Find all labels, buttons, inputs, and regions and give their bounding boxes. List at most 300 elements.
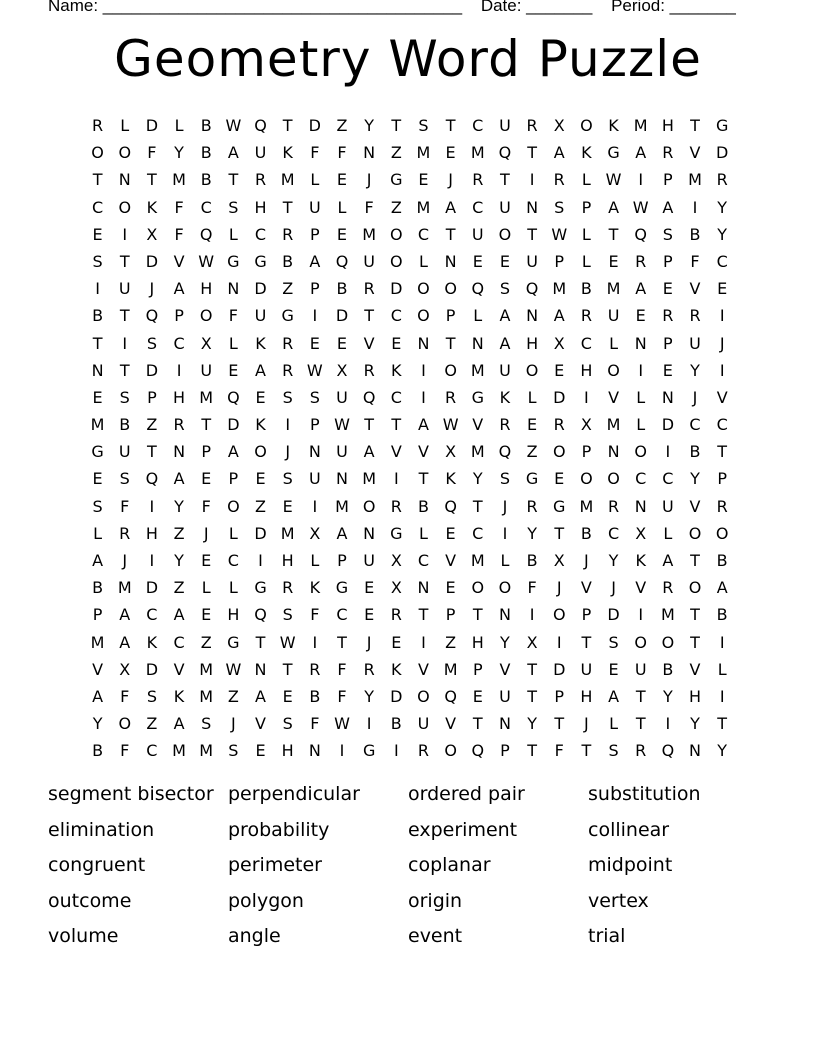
grid-letter[interactable]: N [498,714,511,734]
grid-letter[interactable]: A [336,523,348,543]
grid-letter[interactable]: G [715,116,729,135]
grid-letter[interactable]: Z [146,415,158,435]
grid-letter[interactable]: Q [227,387,240,407]
grid-letter[interactable]: T [472,714,483,734]
grid-letter[interactable]: U [607,306,620,326]
grid-letter[interactable]: N [526,197,539,217]
grid-letter[interactable]: Q [335,251,349,271]
grid-letter[interactable]: S [282,469,293,489]
grid-letter[interactable]: B [282,251,294,271]
grid-letter[interactable]: M [280,523,295,543]
grid-letter[interactable]: V [363,333,375,353]
grid-letter[interactable]: A [553,143,565,163]
grid-letter[interactable]: A [227,442,239,462]
grid-letter[interactable]: M [606,279,621,299]
grid-letter[interactable]: C [254,224,267,244]
grid-letter[interactable]: T [554,714,565,734]
grid-letter[interactable]: Y [174,551,184,570]
grid-letter[interactable]: E [228,360,239,380]
grid-letter[interactable]: P [663,333,673,353]
grid-letter[interactable]: E [282,686,293,706]
grid-letter[interactable]: A [417,415,429,435]
grid-letter[interactable]: S [201,714,212,734]
grid-letter[interactable]: Z [390,197,402,217]
grid-letter[interactable]: K [635,551,646,570]
grid-letter[interactable]: S [662,224,673,244]
grid-letter[interactable]: T [364,306,375,326]
grid-letter[interactable]: T [418,469,429,489]
grid-letter[interactable]: Y [364,116,375,135]
grid-letter[interactable]: G [607,143,620,163]
grid-letter[interactable]: U [118,442,131,462]
grid-letter[interactable]: O [661,632,675,652]
grid-letter[interactable]: K [608,116,619,135]
grid-letter[interactable]: P [717,469,727,489]
grid-letter[interactable]: I [719,632,725,652]
period-field[interactable]: Period: _______ [611,0,736,15]
grid-letter[interactable]: A [119,632,131,652]
grid-letter[interactable]: G [362,741,376,761]
grid-letter[interactable]: P [445,306,456,326]
grid-letter[interactable]: O [227,496,240,516]
grid-letter[interactable]: L [636,415,646,435]
grid-letter[interactable]: G [281,306,294,326]
grid-letter[interactable]: O [607,360,620,380]
grid-letter[interactable]: I [665,714,671,734]
grid-letter[interactable]: U [471,224,484,244]
grid-letter[interactable]: S [119,469,130,489]
grid-letter[interactable]: R [173,415,185,435]
grid-letter[interactable]: Y [690,469,700,489]
grid-letter[interactable]: J [692,387,698,407]
grid-letter[interactable]: R [580,306,592,326]
grid-letter[interactable]: H [200,279,213,299]
grid-letter[interactable]: K [581,143,592,163]
grid-letter[interactable]: X [336,360,348,380]
grid-letter[interactable]: N [363,143,376,163]
grid-letter[interactable]: I [258,551,263,570]
grid-letter[interactable]: W [225,659,242,679]
grid-letter[interactable]: T [391,415,402,435]
grid-letter[interactable]: D [145,659,159,679]
grid-letter[interactable]: M [335,496,349,516]
grid-letter[interactable]: D [661,415,675,435]
grid-letter[interactable]: K [391,360,402,380]
grid-letter[interactable]: O [444,360,457,380]
grid-letter[interactable]: E [336,333,348,353]
grid-letter[interactable]: B [200,116,212,135]
grid-letter[interactable]: M [199,659,214,679]
grid-letter[interactable]: O [118,714,132,734]
grid-letter[interactable]: T [635,714,646,734]
grid-letter[interactable]: F [337,686,347,706]
grid-letter[interactable]: X [119,659,131,679]
grid-letter[interactable]: P [581,442,592,462]
grid-letter[interactable]: J [448,170,453,190]
grid-letter[interactable]: Q [254,116,267,135]
grid-letter[interactable]: I [122,333,128,353]
grid-letter[interactable]: B [390,714,402,734]
grid-letter[interactable]: Q [145,469,159,489]
grid-letter[interactable]: X [526,632,538,652]
grid-letter[interactable]: E [201,605,212,625]
grid-letter[interactable]: Q [471,741,485,761]
grid-letter[interactable]: U [417,714,430,734]
grid-letter[interactable]: Y [717,741,728,761]
grid-letter[interactable]: U [336,442,348,462]
grid-letter[interactable]: E [472,251,483,271]
grid-letter[interactable]: A [499,333,511,353]
grid-letter[interactable]: I [502,523,508,543]
grid-letter[interactable]: Y [690,714,700,734]
grid-letter[interactable]: I [312,496,318,516]
grid-letter[interactable]: X [553,333,565,353]
grid-letter[interactable]: W [334,415,350,435]
grid-letter[interactable]: R [662,143,674,163]
grid-letter[interactable]: U [363,551,375,570]
grid-letter[interactable]: C [200,197,212,217]
grid-letter[interactable]: U [308,469,321,489]
grid-letter[interactable]: U [634,659,647,679]
grid-letter[interactable]: A [553,306,565,326]
grid-letter[interactable]: A [363,442,375,462]
grid-letter[interactable]: A [608,197,620,217]
grid-letter[interactable]: J [285,442,291,462]
grid-letter[interactable]: F [174,197,184,217]
grid-letter[interactable]: M [633,116,648,135]
grid-letter[interactable]: N [308,442,321,462]
grid-letter[interactable]: I [312,306,318,326]
grid-letter[interactable]: M [362,224,377,244]
grid-letter[interactable]: L [93,523,103,543]
grid-letter[interactable]: W [632,197,649,217]
grid-letter[interactable]: H [227,605,240,625]
grid-letter[interactable]: K [282,143,293,163]
grid-letter[interactable]: U [499,360,511,380]
grid-letter[interactable]: P [337,551,347,570]
grid-letter[interactable]: A [309,251,321,271]
grid-letter[interactable]: L [228,333,238,353]
grid-letter[interactable]: E [92,387,103,407]
grid-letter[interactable]: B [200,143,212,163]
grid-letter[interactable]: M [579,496,594,516]
grid-letter[interactable]: D [145,251,159,271]
grid-letter[interactable]: Q [145,306,159,326]
grid-letter[interactable]: Z [526,442,538,462]
grid-letter[interactable]: B [309,686,321,706]
grid-letter[interactable]: U [254,143,267,163]
grid-letter[interactable]: R [716,170,728,190]
grid-letter[interactable]: R [390,496,402,516]
grid-letter[interactable]: F [201,496,211,516]
grid-letter[interactable]: C [662,469,674,489]
grid-letter[interactable]: E [608,659,619,679]
grid-letter[interactable]: F [364,197,374,217]
grid-letter[interactable]: C [580,333,592,353]
grid-letter[interactable]: I [692,197,698,217]
grid-letter[interactable]: O [525,360,539,380]
grid-letter[interactable]: P [310,415,320,435]
grid-letter[interactable]: M [470,551,485,570]
grid-letter[interactable]: M [362,469,377,489]
grid-letter[interactable]: R [363,659,375,679]
grid-letter[interactable]: P [581,605,592,625]
grid-letter[interactable]: U [499,197,511,217]
grid-letter[interactable]: I [149,496,155,516]
grid-letter[interactable]: X [309,523,321,543]
grid-letter[interactable]: L [418,523,428,543]
grid-letter[interactable]: W [306,360,323,380]
grid-letter[interactable]: U [118,279,131,299]
grid-letter[interactable]: P [174,306,184,326]
grid-letter[interactable]: I [312,632,318,652]
grid-letter[interactable]: O [417,279,430,299]
grid-letter[interactable]: L [581,170,591,190]
grid-letter[interactable]: R [526,496,538,516]
grid-letter[interactable]: G [227,632,240,652]
grid-letter[interactable]: S [418,116,429,135]
grid-letter[interactable]: W [198,251,215,271]
grid-letter[interactable]: O [471,578,485,598]
grid-letter[interactable]: S [554,197,565,217]
grid-letter[interactable]: L [581,251,591,271]
grid-letter[interactable]: F [527,578,537,598]
grid-letter[interactable]: E [445,143,456,163]
grid-letter[interactable]: S [92,496,103,516]
grid-letter[interactable]: R [282,578,294,598]
grid-letter[interactable]: B [92,306,104,326]
grid-letter[interactable]: I [529,605,535,625]
grid-letter[interactable]: R [526,116,538,135]
grid-letter[interactable]: Y [527,714,537,734]
grid-letter[interactable]: L [310,170,320,190]
grid-letter[interactable]: N [91,360,104,380]
grid-letter[interactable]: R [635,741,647,761]
grid-letter[interactable]: S [146,686,157,706]
grid-letter[interactable]: A [119,605,131,625]
grid-letter[interactable]: U [499,686,511,706]
grid-letter[interactable]: X [553,116,565,135]
grid-letter[interactable]: D [227,415,240,435]
grid-letter[interactable]: B [119,415,131,435]
grid-letter[interactable]: Y [500,632,510,652]
grid-letter[interactable]: R [282,360,294,380]
grid-letter[interactable]: U [363,251,375,271]
grid-letter[interactable]: Y [472,469,483,489]
grid-letter[interactable]: L [500,551,510,570]
grid-letter[interactable]: H [173,387,186,407]
grid-letter[interactable]: J [203,523,209,543]
grid-letter[interactable]: T [690,632,700,652]
grid-letter[interactable]: E [364,578,375,598]
grid-letter[interactable]: N [471,333,484,353]
grid-letter[interactable]: T [445,224,456,244]
grid-letter[interactable]: A [227,143,239,163]
grid-letter[interactable]: U [254,306,267,326]
grid-letter[interactable]: T [228,170,239,190]
grid-letter[interactable]: T [554,523,565,543]
grid-letter[interactable]: J [556,578,562,598]
grid-letter[interactable]: L [473,306,483,326]
grid-letter[interactable]: O [552,605,566,625]
grid-letter[interactable]: M [688,170,702,190]
grid-letter[interactable]: K [146,632,158,652]
grid-letter[interactable]: L [663,523,673,543]
grid-letter[interactable]: W [605,170,622,190]
grid-letter[interactable]: J [231,714,236,734]
grid-letter[interactable]: E [662,279,673,299]
grid-letter[interactable]: P [500,741,510,761]
grid-letter[interactable]: R [282,224,294,244]
grid-letter[interactable]: K [309,578,321,598]
grid-letter[interactable]: E [554,469,565,489]
grid-letter[interactable]: V [92,659,104,679]
grid-letter[interactable]: I [149,551,155,570]
grid-letter[interactable]: C [689,415,701,435]
grid-letter[interactable]: I [665,442,671,462]
grid-letter[interactable]: P [201,442,212,462]
grid-letter[interactable]: Z [390,143,402,163]
grid-letter[interactable]: E [282,496,293,516]
grid-letter[interactable]: E [309,333,320,353]
grid-letter[interactable]: O [91,143,104,163]
grid-letter[interactable]: K [255,333,266,353]
grid-letter[interactable]: O [390,224,403,244]
grid-letter[interactable]: E [635,306,646,326]
grid-letter[interactable]: V [499,659,511,679]
grid-letter[interactable]: Y [608,551,619,570]
grid-letter[interactable]: R [417,741,430,761]
grid-letter[interactable]: P [310,279,320,299]
grid-letter[interactable]: F [690,251,700,271]
grid-letter[interactable]: E [255,387,266,407]
grid-letter[interactable]: X [146,224,158,244]
grid-letter[interactable]: S [282,605,293,625]
grid-letter[interactable]: Z [146,714,158,734]
grid-letter[interactable]: B [336,279,348,299]
grid-letter[interactable]: V [689,279,701,299]
grid-letter[interactable]: U [200,360,213,380]
grid-letter[interactable]: V [472,415,484,435]
grid-letter[interactable]: O [715,523,729,543]
grid-letter[interactable]: D [254,523,267,543]
grid-letter[interactable]: H [689,686,702,706]
grid-letter[interactable]: V [689,496,701,516]
grid-letter[interactable]: R [472,170,484,190]
grid-letter[interactable]: T [527,224,537,244]
grid-letter[interactable]: E [364,605,375,625]
grid-letter[interactable]: N [444,251,457,271]
grid-letter[interactable]: A [92,551,104,570]
grid-letter[interactable]: I [393,469,399,489]
grid-letter[interactable]: N [336,469,348,489]
grid-letter[interactable]: N [607,442,620,462]
grid-letter[interactable]: B [580,279,592,299]
grid-letter[interactable]: V [716,387,728,407]
grid-letter[interactable]: A [635,279,647,299]
grid-letter[interactable]: L [527,387,537,407]
grid-letter[interactable]: K [391,659,402,679]
grid-letter[interactable]: T [527,686,537,706]
grid-letter[interactable]: I [584,387,589,407]
grid-letter[interactable]: I [339,741,345,761]
grid-letter[interactable]: I [95,279,100,299]
grid-letter[interactable]: Q [661,741,675,761]
grid-letter[interactable]: T [364,415,375,435]
grid-letter[interactable]: A [173,279,185,299]
grid-letter[interactable]: S [119,387,130,407]
grid-letter[interactable]: P [147,387,157,407]
grid-letter[interactable]: F [147,143,157,163]
grid-letter[interactable]: Z [336,116,348,135]
grid-letter[interactable]: U [336,387,348,407]
grid-letter[interactable]: L [228,523,238,543]
grid-letter[interactable]: Q [471,279,485,299]
grid-letter[interactable]: H [580,360,593,380]
grid-letter[interactable]: N [634,333,647,353]
grid-letter[interactable]: E [554,360,565,380]
grid-letter[interactable]: M [552,279,567,299]
grid-letter[interactable]: N [118,170,131,190]
grid-letter[interactable]: I [638,605,644,625]
grid-letter[interactable]: T [472,605,483,625]
grid-letter[interactable]: Y [364,686,375,706]
grid-letter[interactable]: K [255,415,266,435]
grid-letter[interactable]: F [228,306,238,326]
grid-letter[interactable]: X [580,415,592,435]
grid-letter[interactable]: E [662,360,673,380]
grid-letter[interactable]: N [526,306,539,326]
grid-letter[interactable]: E [527,415,538,435]
grid-letter[interactable]: A [635,143,647,163]
grid-letter[interactable]: T [147,442,157,462]
grid-letter[interactable]: I [285,415,291,435]
grid-letter[interactable]: M [470,143,485,163]
grid-letter[interactable]: A [173,714,185,734]
grid-letter[interactable]: C [146,741,158,761]
grid-letter[interactable]: N [254,659,267,679]
grid-letter[interactable]: B [92,741,104,761]
grid-letter[interactable]: E [445,578,456,598]
grid-letter[interactable]: K [146,197,158,217]
grid-letter[interactable]: Z [445,632,457,652]
grid-letter[interactable]: N [417,578,430,598]
grid-letter[interactable]: Q [444,496,457,516]
grid-letter[interactable]: C [390,387,402,407]
grid-letter[interactable]: I [393,741,399,761]
grid-letter[interactable]: J [149,279,155,299]
grid-letter[interactable]: Y [662,686,673,706]
grid-letter[interactable]: V [689,143,701,163]
grid-letter[interactable]: A [255,360,266,380]
grid-letter[interactable]: M [470,442,485,462]
grid-letter[interactable]: S [499,469,510,489]
grid-letter[interactable]: U [580,659,593,679]
grid-letter[interactable]: L [337,197,347,217]
grid-letter[interactable]: A [662,551,674,570]
grid-letter[interactable]: T [119,306,130,326]
grid-letter[interactable]: G [335,578,349,598]
grid-letter[interactable]: X [390,551,402,570]
grid-letter[interactable]: G [390,170,403,190]
grid-letter[interactable]: W [442,415,459,435]
grid-letter[interactable]: T [608,224,619,244]
grid-letter[interactable]: G [254,578,267,598]
grid-letter[interactable]: F [120,741,130,761]
grid-letter[interactable]: I [421,632,426,652]
grid-letter[interactable]: S [282,387,293,407]
grid-letter[interactable]: D [716,143,729,163]
